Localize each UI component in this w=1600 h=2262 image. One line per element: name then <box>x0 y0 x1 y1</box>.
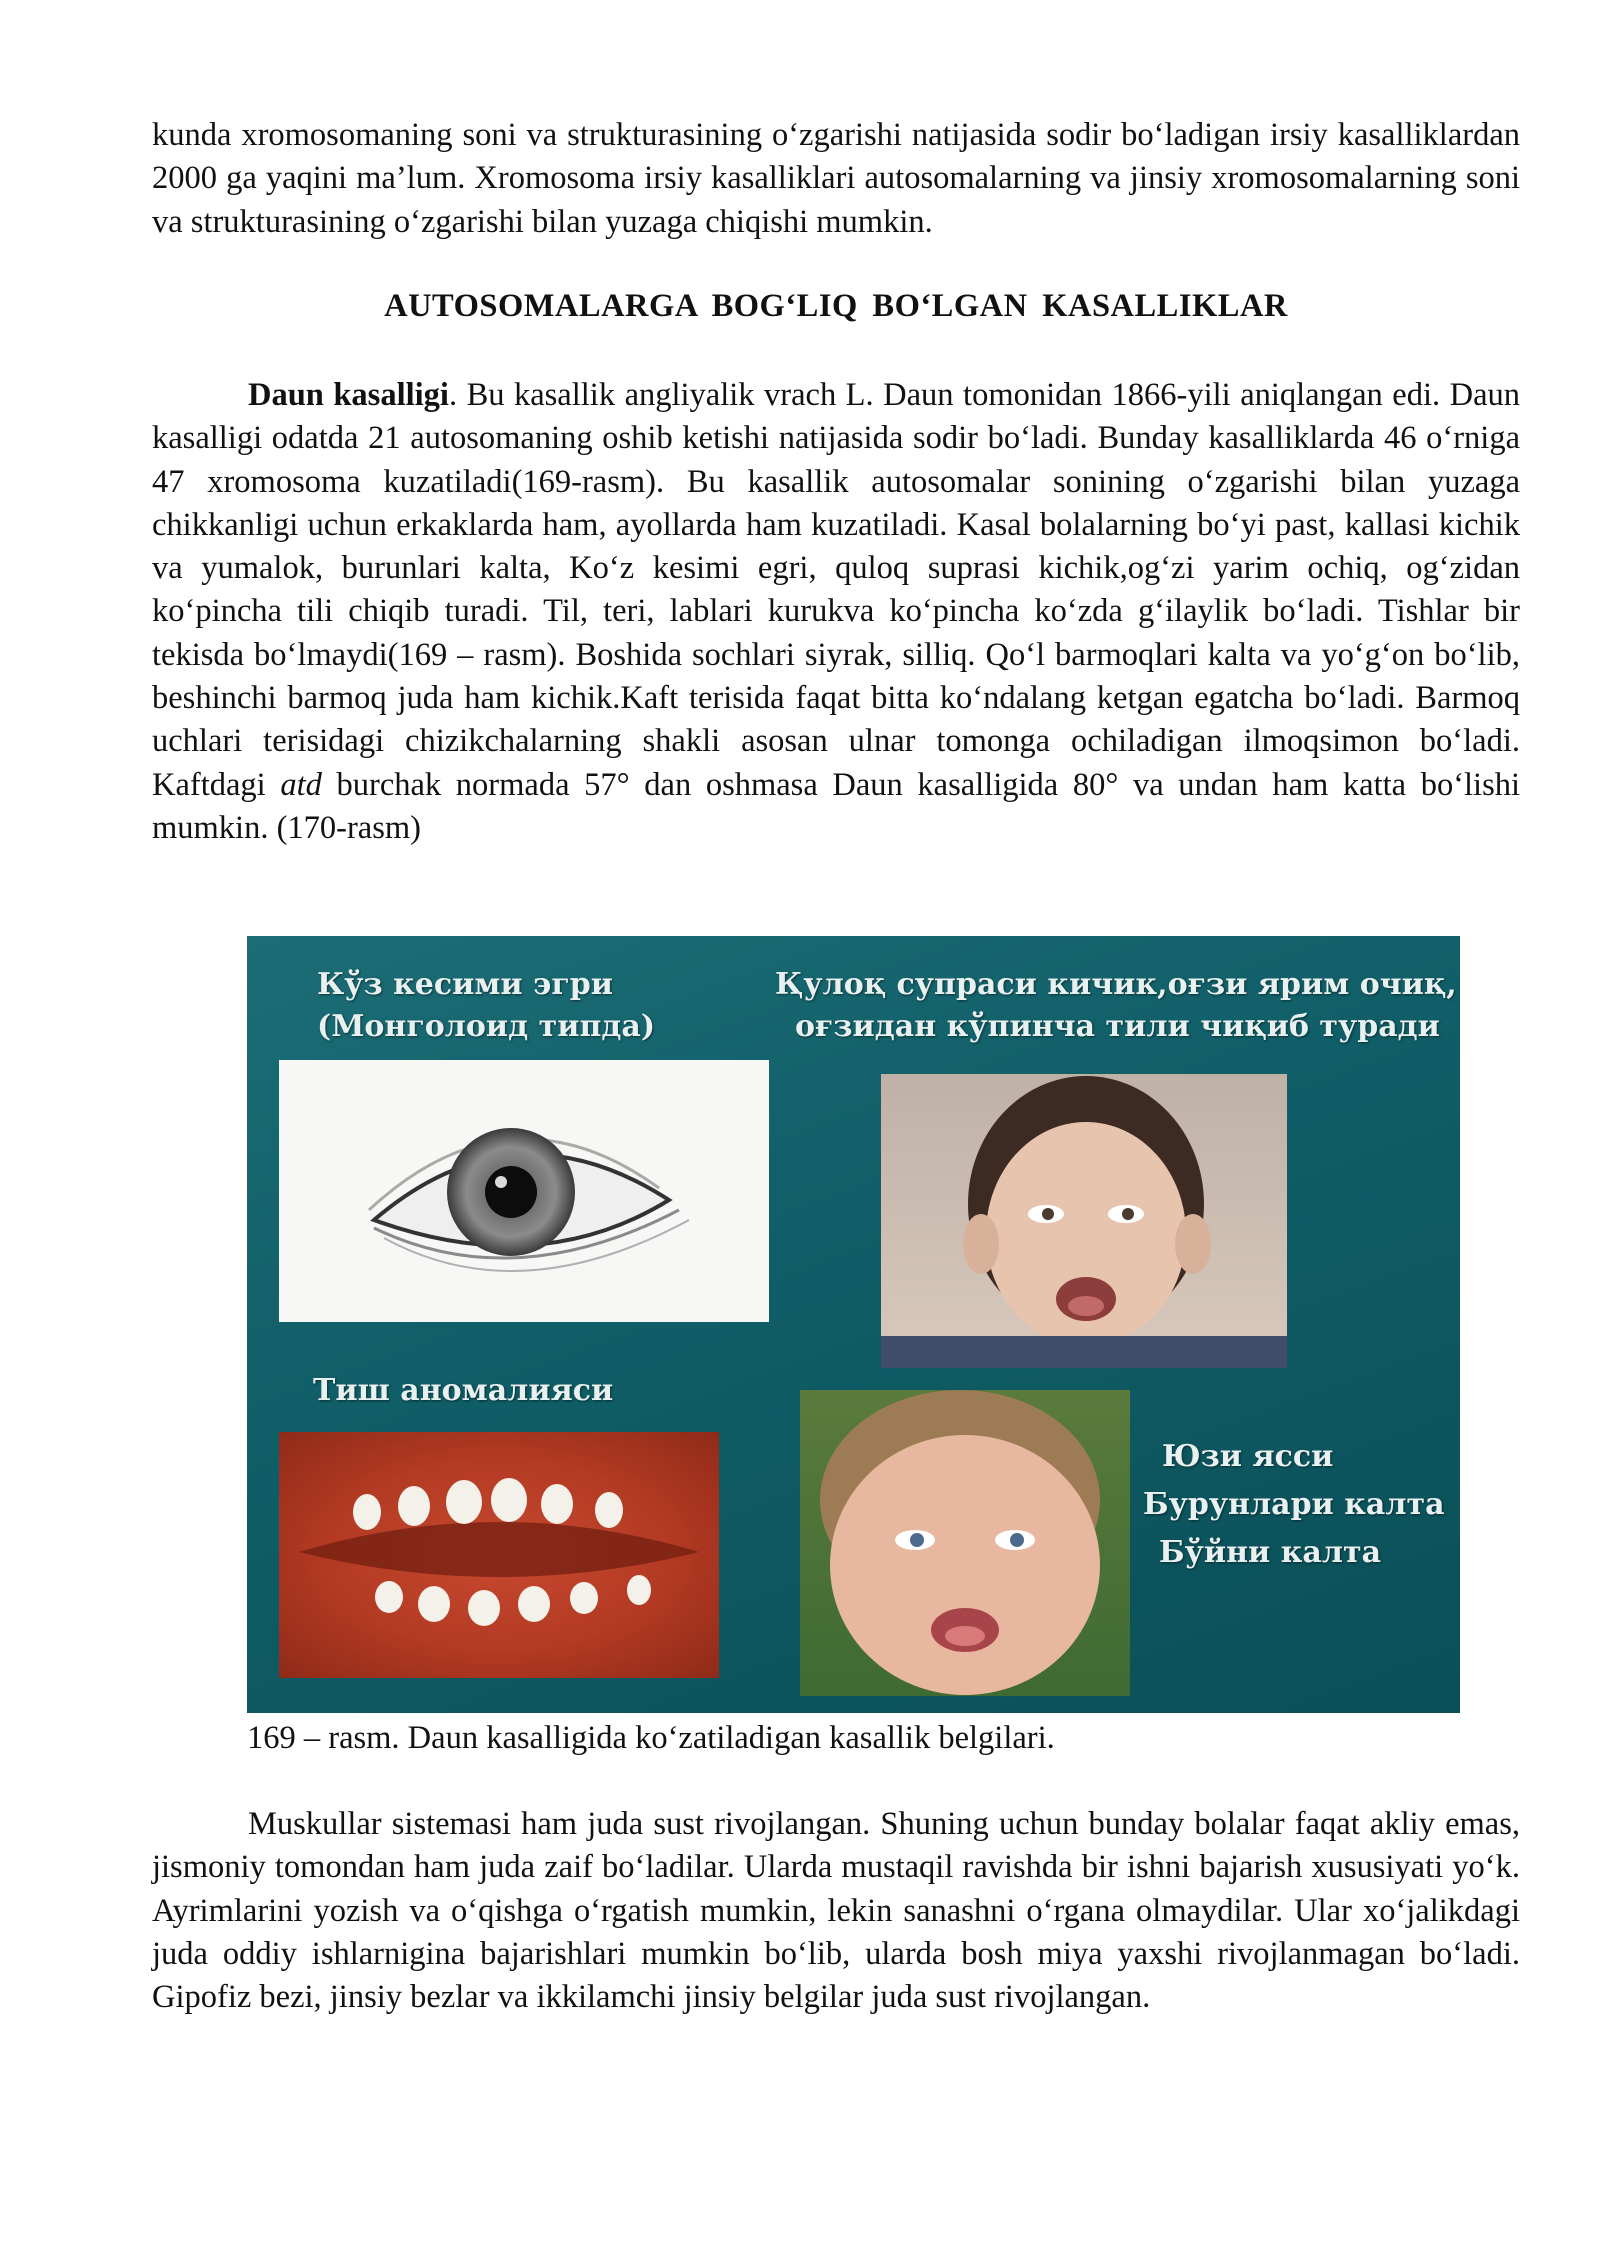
ear-label-line1: Қулоқ супраси кичик,оғзи ярим очиқ, <box>775 967 1457 1002</box>
daun-paragraph <box>152 374 1520 850</box>
daun-text-part-2: burchak normada 57° dan oshmasa Daun kasalligida 80° va undan ham katta bo‘lishi mumkin. (170-rasm) <box>152 766 1521 846</box>
muscle-paragraph: Muskullar sistemasi ham juda sust rivojlangan. Shuning uchun bunday bolalar faqat akliy emas, jismoniy tomondan ham juda zaif bo‘ladilar. Ularda mustaqil ravishda bir ishni bajarish xususiyati yo‘k. Ayrimlarini yozish va o‘qishga o‘rgatish mumkin, lekin sanashni o‘rgana olmaydilar. Ular xo‘jalikdagi juda oddiy ishlarnigina bajarishlari mumkin bo‘lib, ularda bosh miya yaxshi rivojlanmagan bo‘ladi. Gipofiz bezi, jinsiy bezlar va ikkilamchi jinsiy belgilar juda sust rivojlangan. <box>152 1806 1520 2016</box>
teeth-photo <box>279 1432 719 1678</box>
figure-169 <box>247 936 1460 1713</box>
atd-italic: atd <box>280 766 322 803</box>
daun-term: Daun kasalligi <box>248 377 449 413</box>
eye-label-line1: Кўз кесими эгри <box>317 967 613 1002</box>
face-label-line2: Бурунлари калта <box>1143 1487 1445 1522</box>
eye-photo <box>279 1060 769 1322</box>
eye-label-line2: (Монголоид типда) <box>317 1009 656 1044</box>
child-face-photo <box>800 1390 1130 1696</box>
child-face-illustration <box>800 1390 1130 1696</box>
face-label-line1: Юзи ясси <box>1162 1439 1334 1474</box>
intro-paragraph: kunda xromosomaning soni va strukturasining o‘zgarishi natijasida sodir bo‘ladigan irsiy kasalliklardan 2000 ga yaqini ma’lum. Xromosoma irsiy kasalliklari autosomalarning va jinsiy xromosomalarning soni va strukturasining o‘zgarishi bilan yuzaga chiqishi mumkin. <box>152 117 1520 240</box>
eye-illustration <box>279 1060 769 1322</box>
teeth-illustration <box>279 1432 719 1678</box>
daun-text-part-1: . Bu kasallik angliyalik vrach L. Daun tomonidan 1866-yili aniqlangan edi. Daun kasalligi odatda 21 autosomaning oshib ketishi natijasida sodir bo‘ladi. Bunday kasalliklarda 46 o‘rniga 47 xromosoma kuzatiladi(169-rasm). Bu kasallik autosomalar sonining o‘zgarishi bilan yuzaga chikkanligi uchun erkaklarda ham, ayollarda ham kuzatiladi. Kasal bolalarning bo‘yi past, kallasi kichik va yumalok, burunlari kalta, Ko‘z kesimi egri, quloq suprasi kichik,og‘zi yarim ochiq, og‘zidan ko‘pincha tili chiqib turadi. Til, teri, lablari kurukva ko‘pincha ko‘zda g‘ilaylik bo‘ladi. Tishlar bir tekisda bo‘lmaydi(169 – rasm). Boshida sochlari siyrak, silliq. Qo‘l barmoqlari kalta va yo‘g‘on bo‘lib, beshinchi barmoq juda ham kichik.Kaft terisida faqat bitta ko‘ndalang ketgan egatcha bo‘ladi. Barmoq uchlari terisidagi chizikchalarning shakli asosan ulnar tomonga ochiladigan ilmoqsimon bo‘ladi. Kaftdagi <box>152 377 1520 803</box>
figure-caption: 169 – rasm. Daun kasalligida ko‘zatiladigan kasallik belgilari. <box>247 1720 1055 1756</box>
ear-label-line2: оғзидан кўпинча тили чиқиб туради <box>795 1009 1440 1044</box>
section-heading: AUTOSOMALARGA BOG‘LIQ BO‘LGAN KASALLIKLAR <box>384 288 1288 324</box>
boy-face-photo <box>881 1074 1287 1368</box>
face-label-line3: Бўйни калта <box>1159 1535 1382 1570</box>
boy-face-illustration <box>881 1074 1287 1368</box>
teeth-label: Тиш аномалияси <box>313 1373 614 1408</box>
